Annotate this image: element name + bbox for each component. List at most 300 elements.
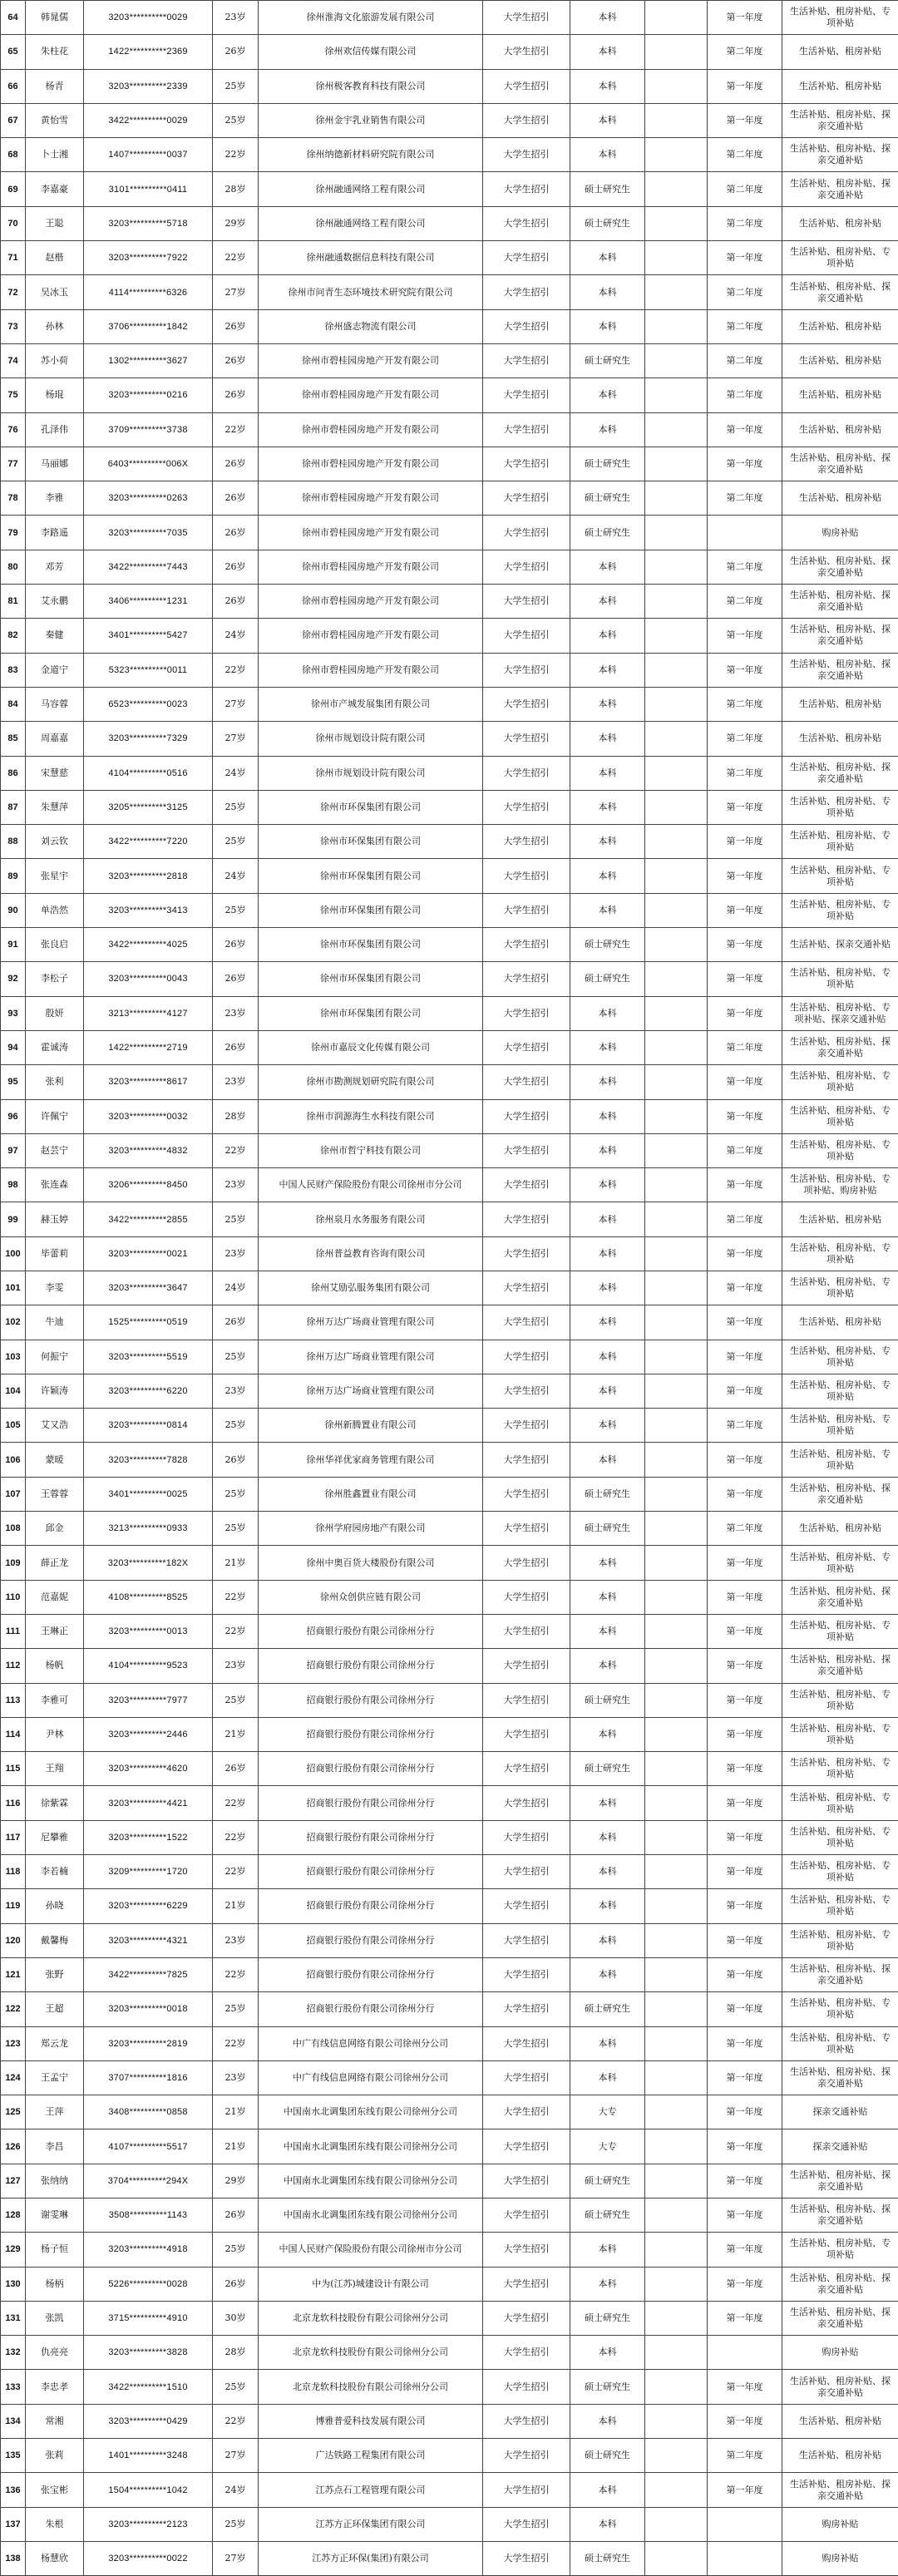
talent-type: 大学生招引	[483, 2301, 570, 2335]
row-number: 101	[1, 1271, 26, 1305]
remark	[645, 619, 708, 653]
subsidy-types: 生活补贴、租房补贴、专项补贴	[782, 1, 898, 35]
age: 28岁	[213, 172, 259, 206]
education: 本科	[570, 241, 645, 275]
education: 硕士研究生	[570, 1477, 645, 1511]
subsidy-types: 生活补贴、租房补贴、专项补贴	[782, 1786, 898, 1820]
remark	[645, 206, 708, 240]
person-name: 赵芸宁	[26, 1133, 84, 1167]
subsidy-types: 生活补贴、租房补贴、专项补贴	[782, 1236, 898, 1271]
subsidy-types: 生活补贴、租房补贴、探亲交通补贴	[782, 447, 898, 481]
row-number: 108	[1, 1512, 26, 1546]
subsidy-types: 购房补贴	[782, 2507, 898, 2541]
remark	[645, 756, 708, 790]
year-stage: 第一年度	[708, 1957, 782, 1991]
age: 26岁	[213, 1305, 259, 1340]
row-number: 83	[1, 653, 26, 687]
remark	[645, 859, 708, 893]
company-name: 北京龙软科技股份有限公司徐州分公司	[259, 2301, 483, 2335]
year-stage: 第一年度	[708, 790, 782, 824]
id-number: 3203**********5519	[84, 1340, 213, 1374]
education: 本科	[570, 2233, 645, 2267]
id-number: 5226**********0028	[84, 2267, 213, 2301]
talent-type: 大学生招引	[483, 1236, 570, 1271]
company-name: 徐州市产城发展集团有限公司	[259, 687, 483, 721]
person-name: 张良启	[26, 928, 84, 962]
person-name: 苏小荷	[26, 343, 84, 378]
age: 26岁	[213, 309, 259, 343]
id-number: 3203**********0814	[84, 1409, 213, 1443]
company-name: 北京龙软科技股份有限公司徐州分公司	[259, 2370, 483, 2404]
talent-type: 大学生招引	[483, 2198, 570, 2233]
year-stage: 第一年度	[708, 1374, 782, 1408]
age: 25岁	[213, 69, 259, 103]
subsidy-types: 生活补贴、租房补贴、探亲交通补贴	[782, 1957, 898, 1991]
remark	[645, 1133, 708, 1167]
person-name: 王琳正	[26, 1614, 84, 1648]
company-name: 徐州市哲宁科技有限公司	[259, 1133, 483, 1167]
remark	[645, 2198, 708, 2233]
table-row	[1, 1133, 898, 1167]
table-row	[1, 653, 898, 687]
remark	[645, 1030, 708, 1064]
remark	[645, 69, 708, 103]
subsidy-types: 探亲交通补贴	[782, 2095, 898, 2129]
talent-type: 大学生招引	[483, 103, 570, 137]
id-number: 3203**********182X	[84, 1546, 213, 1580]
person-name: 李雯	[26, 1271, 84, 1305]
id-number: 3203**********0021	[84, 1236, 213, 1271]
talent-type: 大学生招引	[483, 2404, 570, 2438]
education: 硕士研究生	[570, 206, 645, 240]
talent-type: 大学生招引	[483, 2370, 570, 2404]
company-name: 招商银行股份有限公司徐州分行	[259, 1717, 483, 1751]
id-number: 3706**********1842	[84, 309, 213, 343]
age: 26岁	[213, 928, 259, 962]
talent-type: 大学生招引	[483, 1683, 570, 1717]
subsidy-types: 生活补贴、租房补贴、专项补贴	[782, 1992, 898, 2026]
subsidy-types: 生活补贴、租房补贴、探亲交通补贴	[782, 2060, 898, 2095]
remark	[645, 447, 708, 481]
table-row	[1, 35, 898, 69]
age: 26岁	[213, 447, 259, 481]
remark	[645, 1340, 708, 1374]
person-name: 常湘	[26, 2404, 84, 2438]
year-stage: 第二年度	[708, 206, 782, 240]
id-number: 3203**********7828	[84, 1443, 213, 1477]
row-number: 122	[1, 1992, 26, 2026]
remark	[645, 1649, 708, 1683]
education: 本科	[570, 309, 645, 343]
id-number: 3203**********8617	[84, 1065, 213, 1099]
education: 本科	[570, 1374, 645, 1408]
id-number: 3709**********3738	[84, 412, 213, 447]
year-stage: 第一年度	[708, 447, 782, 481]
education: 本科	[570, 825, 645, 859]
table-row	[1, 2370, 898, 2404]
company-name: 中广有线信息网络有限公司徐州分公司	[259, 2060, 483, 2095]
remark	[645, 1683, 708, 1717]
id-number: 3401**********5427	[84, 619, 213, 653]
talent-type: 大学生招引	[483, 1409, 570, 1443]
talent-type: 大学生招引	[483, 275, 570, 309]
education: 本科	[570, 2026, 645, 2060]
subsidy-types: 生活补贴、租房补贴、专项补贴	[782, 1546, 898, 1580]
remark	[645, 343, 708, 378]
talent-type: 大学生招引	[483, 1992, 570, 2026]
year-stage: 第二年度	[708, 275, 782, 309]
year-stage: 第一年度	[708, 653, 782, 687]
row-number: 97	[1, 1133, 26, 1167]
remark	[645, 1477, 708, 1511]
age: 22岁	[213, 653, 259, 687]
education: 硕士研究生	[570, 2370, 645, 2404]
age: 23岁	[213, 2060, 259, 2095]
year-stage: 第二年度	[708, 1030, 782, 1064]
table-row	[1, 412, 898, 447]
remark	[645, 378, 708, 412]
year-stage: 第二年度	[708, 138, 782, 172]
id-number: 5323**********0011	[84, 653, 213, 687]
id-number: 3203**********0429	[84, 2404, 213, 2438]
subsidy-types: 生活补贴、租房补贴	[782, 35, 898, 69]
subsidy-types: 生活补贴、租房补贴、专项补贴	[782, 859, 898, 893]
id-number: 3203**********3413	[84, 893, 213, 927]
subsidy-types: 生活补贴、租房补贴、探亲交通补贴	[782, 2198, 898, 2233]
year-stage: 第一年度	[708, 2198, 782, 2233]
year-stage	[708, 516, 782, 550]
year-stage: 第一年度	[708, 859, 782, 893]
company-name: 徐州学府园房地产有限公司	[259, 1512, 483, 1546]
talent-type: 大学生招引	[483, 1752, 570, 1786]
age: 25岁	[213, 2233, 259, 2267]
year-stage: 第一年度	[708, 103, 782, 137]
education: 本科	[570, 1305, 645, 1340]
table-row	[1, 275, 898, 309]
table-row	[1, 241, 898, 275]
table-row	[1, 1752, 898, 1786]
subsidy-types: 生活补贴、租房补贴	[782, 1512, 898, 1546]
year-stage: 第一年度	[708, 996, 782, 1030]
talent-type: 大学生招引	[483, 1820, 570, 1854]
year-stage	[708, 2336, 782, 2370]
id-number: 3422**********4025	[84, 928, 213, 962]
age: 22岁	[213, 1614, 259, 1648]
row-number: 81	[1, 585, 26, 619]
person-name: 张野	[26, 1957, 84, 1991]
table-row	[1, 2026, 898, 2060]
age: 25岁	[213, 1202, 259, 1236]
row-number: 74	[1, 343, 26, 378]
talent-type: 大学生招引	[483, 1957, 570, 1991]
remark	[645, 1717, 708, 1751]
id-number: 3203**********0263	[84, 481, 213, 516]
talent-type: 大学生招引	[483, 2164, 570, 2198]
company-name: 招商银行股份有限公司徐州分行	[259, 1923, 483, 1957]
remark	[645, 2336, 708, 2370]
person-name: 张星宇	[26, 859, 84, 893]
company-name: 中国人民财产保险股份有限公司徐州市分公司	[259, 2233, 483, 2267]
subsidy-types: 购房补贴	[782, 2541, 898, 2575]
table-row	[1, 1374, 898, 1408]
remark	[645, 1992, 708, 2026]
age: 26岁	[213, 1030, 259, 1064]
subsidy-types: 生活补贴、租房补贴	[782, 343, 898, 378]
table-body	[1, 1, 898, 2576]
education: 本科	[570, 1614, 645, 1648]
id-number: 3422**********0029	[84, 103, 213, 137]
table-row	[1, 1580, 898, 1614]
subsidy-types: 生活补贴、租房补贴、探亲交通补贴	[782, 2301, 898, 2335]
age: 26岁	[213, 1752, 259, 1786]
row-number: 89	[1, 859, 26, 893]
table-row	[1, 2164, 898, 2198]
education: 本科	[570, 550, 645, 584]
row-number: 67	[1, 103, 26, 137]
row-number: 135	[1, 2439, 26, 2473]
id-number: 1407**********0037	[84, 138, 213, 172]
education: 本科	[570, 1855, 645, 1889]
table-row	[1, 1889, 898, 1923]
education: 本科	[570, 859, 645, 893]
remark	[645, 962, 708, 996]
education: 本科	[570, 996, 645, 1030]
table-row	[1, 1649, 898, 1683]
person-name: 李路遥	[26, 516, 84, 550]
talent-type: 大学生招引	[483, 206, 570, 240]
age: 22岁	[213, 1820, 259, 1854]
remark	[645, 928, 708, 962]
age: 22岁	[213, 1133, 259, 1167]
age: 21岁	[213, 1717, 259, 1751]
company-name: 中国南水北调集团东线有限公司徐州分公司	[259, 2198, 483, 2233]
age: 23岁	[213, 1168, 259, 1202]
company-name: 徐州泉月水务服务有限公司	[259, 1202, 483, 1236]
education: 本科	[570, 585, 645, 619]
company-name: 中国南水北调集团东线有限公司徐州分公司	[259, 2164, 483, 2198]
row-number: 79	[1, 516, 26, 550]
table-row	[1, 962, 898, 996]
table-row	[1, 722, 898, 756]
person-name: 王聪	[26, 206, 84, 240]
id-number: 3422**********7220	[84, 825, 213, 859]
person-name: 尼攀雅	[26, 1820, 84, 1854]
age: 22岁	[213, 1855, 259, 1889]
age: 24岁	[213, 619, 259, 653]
person-name: 孙林	[26, 309, 84, 343]
person-name: 仇亮亮	[26, 2336, 84, 2370]
company-name: 中国人民财产保险股份有限公司徐州市分公司	[259, 1168, 483, 1202]
education: 本科	[570, 1786, 645, 1820]
talent-type: 大学生招引	[483, 928, 570, 962]
talent-type: 大学生招引	[483, 412, 570, 447]
subsidy-types: 生活补贴、租房补贴、专项补贴	[782, 1614, 898, 1648]
id-number: 3206**********8450	[84, 1168, 213, 1202]
remark	[645, 35, 708, 69]
id-number: 3203**********3647	[84, 1271, 213, 1305]
education: 本科	[570, 1443, 645, 1477]
company-name: 徐州市碧桂园房地产开发有限公司	[259, 653, 483, 687]
company-name: 招商银行股份有限公司徐州分行	[259, 1855, 483, 1889]
talent-type: 大学生招引	[483, 481, 570, 516]
row-number: 76	[1, 412, 26, 447]
company-name: 招商银行股份有限公司徐州分行	[259, 1889, 483, 1923]
company-name: 徐州市碧桂园房地产开发有限公司	[259, 481, 483, 516]
age: 23岁	[213, 1, 259, 35]
remark	[645, 1820, 708, 1854]
person-name: 张连森	[26, 1168, 84, 1202]
age: 27岁	[213, 275, 259, 309]
table-row	[1, 1786, 898, 1820]
id-number: 3203**********0018	[84, 1992, 213, 2026]
table-row	[1, 1030, 898, 1064]
education: 本科	[570, 1409, 645, 1443]
remark	[645, 1752, 708, 1786]
person-name: 许佩宁	[26, 1099, 84, 1133]
talent-type: 大学生招引	[483, 1168, 570, 1202]
row-number: 75	[1, 378, 26, 412]
education: 本科	[570, 1820, 645, 1854]
subsidy-types: 生活补贴、租房补贴	[782, 1305, 898, 1340]
table-row	[1, 1, 898, 35]
company-name: 招商银行股份有限公司徐州分行	[259, 1752, 483, 1786]
talent-type: 大学生招引	[483, 1065, 570, 1099]
table-row	[1, 1099, 898, 1133]
remark	[645, 275, 708, 309]
person-name: 邱金	[26, 1512, 84, 1546]
id-number: 3203**********4321	[84, 1923, 213, 1957]
year-stage: 第二年度	[708, 756, 782, 790]
year-stage: 第一年度	[708, 2267, 782, 2301]
id-number: 3203**********6220	[84, 1374, 213, 1408]
id-number: 3203**********5718	[84, 206, 213, 240]
remark	[645, 2301, 708, 2335]
year-stage: 第二年度	[708, 35, 782, 69]
talent-type: 大学生招引	[483, 2129, 570, 2164]
row-number: 80	[1, 550, 26, 584]
company-name: 徐州市环保集团有限公司	[259, 790, 483, 824]
company-name: 招商银行股份有限公司徐州分行	[259, 1649, 483, 1683]
year-stage: 第一年度	[708, 1305, 782, 1340]
id-number: 3408**********0858	[84, 2095, 213, 2129]
row-number: 99	[1, 1202, 26, 1236]
id-number: 4104**********9523	[84, 1649, 213, 1683]
age: 27岁	[213, 722, 259, 756]
subsidy-types: 生活补贴、租房补贴、探亲交通补贴	[782, 756, 898, 790]
remark	[645, 309, 708, 343]
age: 29岁	[213, 2164, 259, 2198]
age: 25岁	[213, 1340, 259, 1374]
person-name: 吴冰玉	[26, 275, 84, 309]
education: 本科	[570, 2060, 645, 2095]
id-number: 3508**********1143	[84, 2198, 213, 2233]
age: 22岁	[213, 1957, 259, 1991]
person-name: 李若楠	[26, 1855, 84, 1889]
education: 本科	[570, 1030, 645, 1064]
age: 26岁	[213, 481, 259, 516]
remark	[645, 893, 708, 927]
age: 25岁	[213, 825, 259, 859]
education: 本科	[570, 378, 645, 412]
subsidy-types: 探亲交通补贴	[782, 2129, 898, 2164]
subsidy-types: 生活补贴、租房补贴	[782, 1202, 898, 1236]
remark	[645, 550, 708, 584]
age: 25岁	[213, 790, 259, 824]
education: 硕士研究生	[570, 2301, 645, 2335]
person-name: 张宝彬	[26, 2473, 84, 2507]
remark	[645, 2507, 708, 2541]
table-row	[1, 1168, 898, 1202]
remark	[645, 481, 708, 516]
remark	[645, 722, 708, 756]
subsidy-types: 生活补贴、租房补贴、专项补贴	[782, 1340, 898, 1374]
row-number: 95	[1, 1065, 26, 1099]
table-row	[1, 103, 898, 137]
subsidy-types: 生活补贴、租房补贴、探亲交通补贴	[782, 619, 898, 653]
table-row	[1, 481, 898, 516]
table-row	[1, 2336, 898, 2370]
education: 本科	[570, 1099, 645, 1133]
age: 30岁	[213, 2301, 259, 2335]
id-number: 3203**********0032	[84, 1099, 213, 1133]
remark	[645, 1168, 708, 1202]
talent-type: 大学生招引	[483, 550, 570, 584]
education: 本科	[570, 412, 645, 447]
remark	[645, 2404, 708, 2438]
table-row	[1, 825, 898, 859]
subsidy-types: 生活补贴、租房补贴、专项补贴	[782, 962, 898, 996]
age: 29岁	[213, 206, 259, 240]
person-name: 郑云龙	[26, 2026, 84, 2060]
id-number: 3203**********4918	[84, 2233, 213, 2267]
education: 硕士研究生	[570, 516, 645, 550]
remark	[645, 996, 708, 1030]
talent-type: 大学生招引	[483, 1099, 570, 1133]
subsidy-types: 生活补贴、租房补贴、专项补贴	[782, 825, 898, 859]
age: 24岁	[213, 859, 259, 893]
education: 本科	[570, 1717, 645, 1751]
company-name: 徐州市勘测规划研究院有限公司	[259, 1065, 483, 1099]
person-name: 薛正龙	[26, 1546, 84, 1580]
talent-type: 大学生招引	[483, 516, 570, 550]
company-name: 招商银行股份有限公司徐州分行	[259, 1786, 483, 1820]
remark	[645, 1957, 708, 1991]
row-number: 92	[1, 962, 26, 996]
company-name: 徐州市碧桂园房地产开发有限公司	[259, 378, 483, 412]
age: 25岁	[213, 2370, 259, 2404]
row-number: 138	[1, 2541, 26, 2575]
person-name: 金道宁	[26, 653, 84, 687]
row-number: 68	[1, 138, 26, 172]
age: 28岁	[213, 1099, 259, 1133]
table-row	[1, 687, 898, 721]
age: 26岁	[213, 585, 259, 619]
company-name: 徐州市碧桂园房地产开发有限公司	[259, 516, 483, 550]
row-number: 118	[1, 1855, 26, 1889]
talent-type: 大学生招引	[483, 619, 570, 653]
id-number: 3406**********1231	[84, 585, 213, 619]
year-stage: 第一年度	[708, 1649, 782, 1683]
person-name: 杨琨	[26, 378, 84, 412]
age: 21岁	[213, 2095, 259, 2129]
talent-type: 大学生招引	[483, 790, 570, 824]
remark	[645, 2473, 708, 2507]
year-stage: 第一年度	[708, 962, 782, 996]
row-number: 91	[1, 928, 26, 962]
talent-type: 大学生招引	[483, 69, 570, 103]
age: 25岁	[213, 2507, 259, 2541]
education: 硕士研究生	[570, 1752, 645, 1786]
